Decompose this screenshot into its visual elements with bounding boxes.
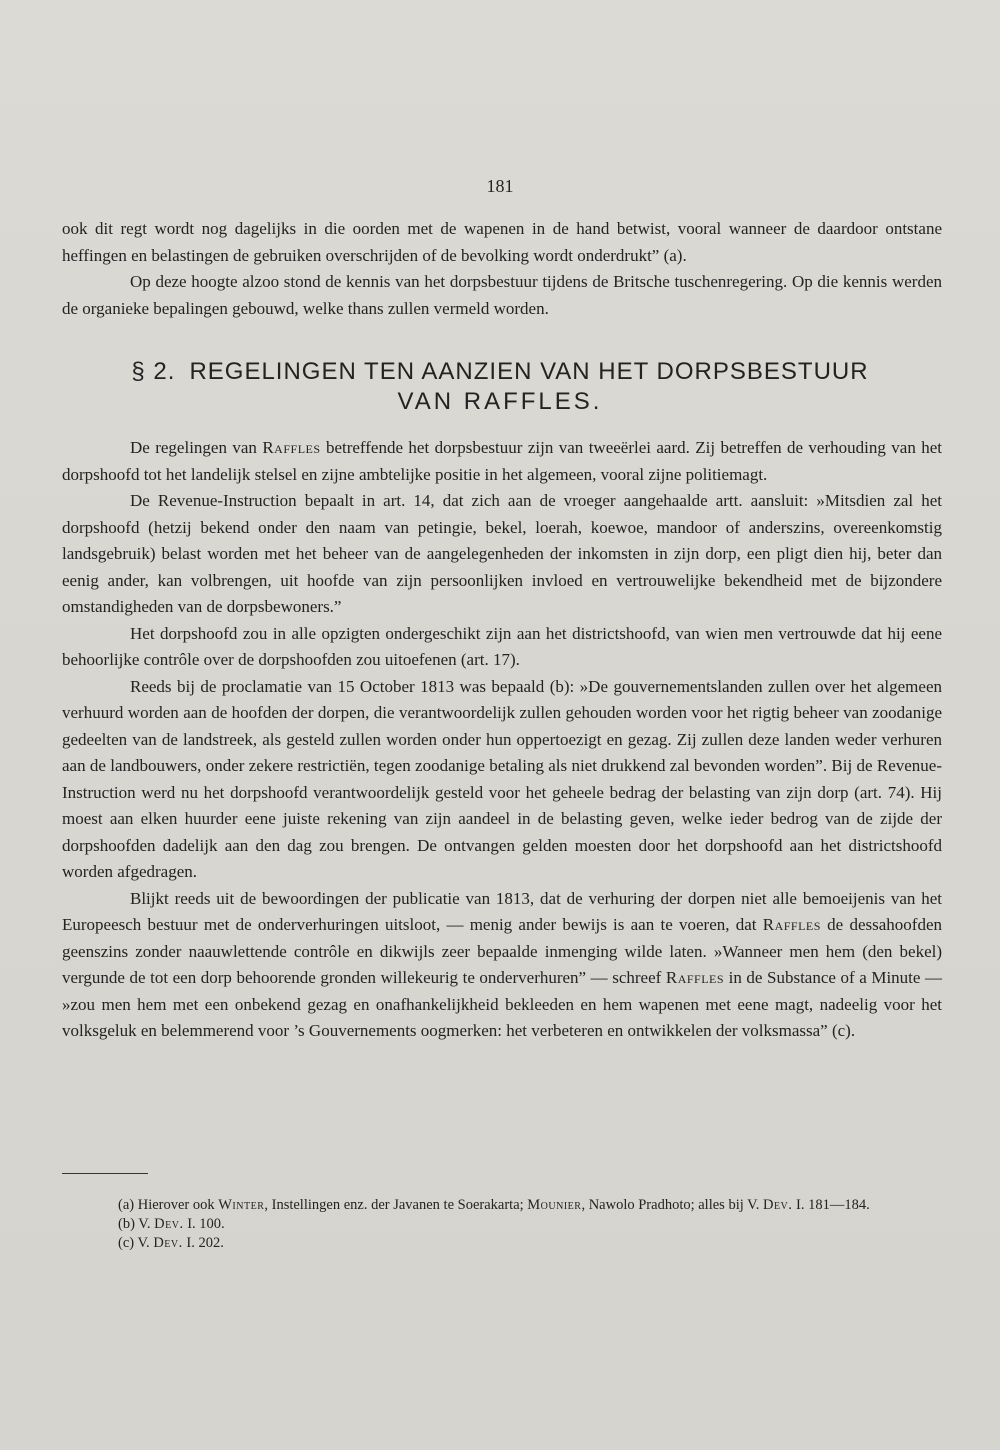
section-symbol: § 2.	[131, 358, 176, 385]
paragraph	[62, 435, 942, 488]
abbreviation: Dev.	[762, 1197, 793, 1213]
footnote-c	[62, 1234, 942, 1253]
page-number: 181	[486, 176, 514, 196]
footnote-divider	[62, 1173, 148, 1174]
text-run: V.	[134, 1216, 155, 1232]
text-run: I. 100.	[183, 1216, 225, 1232]
footnote-mark: (b)	[118, 1216, 135, 1232]
author-name: Raffles	[262, 438, 321, 457]
footnote-a	[62, 1196, 942, 1215]
text-block-top	[62, 216, 942, 322]
text-run: de dessahoofden geenszins zonder naauwlettende contrôle en dikwijls zeer bepaalde inmenging wilde laten. »Wanneer men hem (den bekel) vergunde de tot een dorp behoorende gronden willekeurig te onderverhuren” — schreef	[62, 915, 943, 987]
abbreviation: Dev.	[154, 1216, 184, 1232]
footnote-b	[62, 1215, 942, 1234]
paragraph: Reeds bij de proclamatie van 15 October 1813 was bepaald (b): »De gouvernementslanden zullen over het algemeen verhuurd worden aan de hoofden der dorpen, die verantwoordelijk zullen gehouden worden voor het rigtig beheer van zoodanige gedeelten van de landstreek, als gesteld zullen worden onder hun oppertoezigt en gezag. Zij zullen deze landen weder verhuren aan de landbouwers, onder zekere restrictiën, tegen zoodanige betaling als niet drukkend zal bevonden worden”. Bij de Revenue-Instruction werd nu het dorpshoofd verantwoordelijk gesteld voor het geheele bedrag der belasting van zijn dorp (art. 74). Hij moest aan elken huurder eene juiste rekening van zijn aandeel in de belasting geven, welke ieder bedrog van de zijde der dorpshoofden dadelijk aan den dag zou brengen. De ontvangen gelden moesten door het dorpshoofd aan het districtshoofd worden afgedragen.	[62, 676, 942, 881]
text-run: I. 181—184.	[792, 1197, 870, 1213]
author-name: Raffles	[762, 915, 821, 934]
heading-line-2: VAN RAFFLES.	[397, 388, 603, 415]
author-name: Winter	[218, 1197, 265, 1213]
text-run: , Instellingen enz. der Javanen te Soerakarta;	[264, 1197, 528, 1213]
footnote-mark: (a)	[118, 1197, 135, 1213]
text-run: betreffende het dorpsbestuur zijn van tweeërlei aard. Zij betreffen de verhouding van het dorpshoofd tot het landelijk stelsel en zijne ambtelijke positie in het algemeen, vooral zijne politiemagt.	[62, 438, 942, 484]
text-run: Blijkt reeds uit de bewoordingen der publicatie van 1813, dat de verhuring der dorpen niet alle bemoeijenis van het Europeesch bestuur met de onderverhuringen uitsloot, — menig ander bewijs is aan te voeren, dat	[62, 888, 942, 934]
text-block-main	[62, 435, 942, 1045]
footnotes	[62, 1196, 942, 1253]
paragraph: Het dorpshoofd zou in alle opzigten ondergeschikt zijn aan het districtshoofd, van wien men vertrouwde dat hij eene behoorlijke contrôle over de dorpshoofden zou uitoefenen (art. 17).	[62, 623, 942, 669]
paragraph: Op deze hoogte alzoo stond de kennis van het dorpsbestuur tijdens de Britsche tuschenregering. Op die kennis werden de organieke bepalingen gebouwd, welke thans zullen vermeld worden.	[62, 272, 942, 318]
text-run: , Nawolo Pradhoto; alles bij V.	[581, 1197, 763, 1213]
footnote-mark: (c)	[118, 1235, 135, 1251]
heading-title: REGELINGEN TEN AANZIEN VAN HET DORPSBESTUUR	[189, 358, 869, 385]
author-name: Mounier	[527, 1197, 582, 1213]
section-heading	[0, 357, 1000, 417]
abbreviation: Dev.	[153, 1235, 183, 1251]
text-run: Hierover ook	[134, 1197, 219, 1213]
paragraph: De Revenue-Instruction bepaalt in art. 14, dat zich aan de vroeger aangehaalde artt. aansluit: »Mitsdien zal het dorpshoofd (hetzij bekend onder den naam van petingie, bekel, loerah, koewoe, mandoor of anderszins, overeenkomstig landsgebruik) belast worden met het beheer van de aangelegenheden der inkomsten in zijn dorp, een pligt dien hij, beter dan eenig ander, kan volbrengen, uit hoofde van zijn persoonlijken invloed en vertrouwelijke bekendheid met de bijzondere omstandigheden van de dorpsbewoners.”	[62, 491, 942, 616]
author-name: Raffles	[665, 968, 725, 987]
text-run: I. 202.	[182, 1235, 224, 1251]
text-run: De regelingen van	[130, 438, 263, 457]
heading-line-1	[0, 357, 1000, 387]
text-run: V.	[134, 1235, 154, 1251]
paragraph-continuation: ook dit regt wordt nog dagelijks in die oorden met de wapenen in de hand betwist, vooral wanneer de daardoor ontstane heffingen en belastingen de gebruiken overschrijden of de bevolking wordt onderdrukt” (a).	[62, 219, 942, 265]
paragraph	[62, 886, 942, 1045]
text-run: in de Substance of a Minute — »zou men hem met een onbekend gezag en onafhankelijkheid bekleeden en hem wapenen met eene magt, nadeelig voor het volksgeluk en belemmerend voor ’s Gouvernements oogmerken: het verbeteren en ontwikkelen der volksmassa” (c).	[62, 968, 943, 1040]
